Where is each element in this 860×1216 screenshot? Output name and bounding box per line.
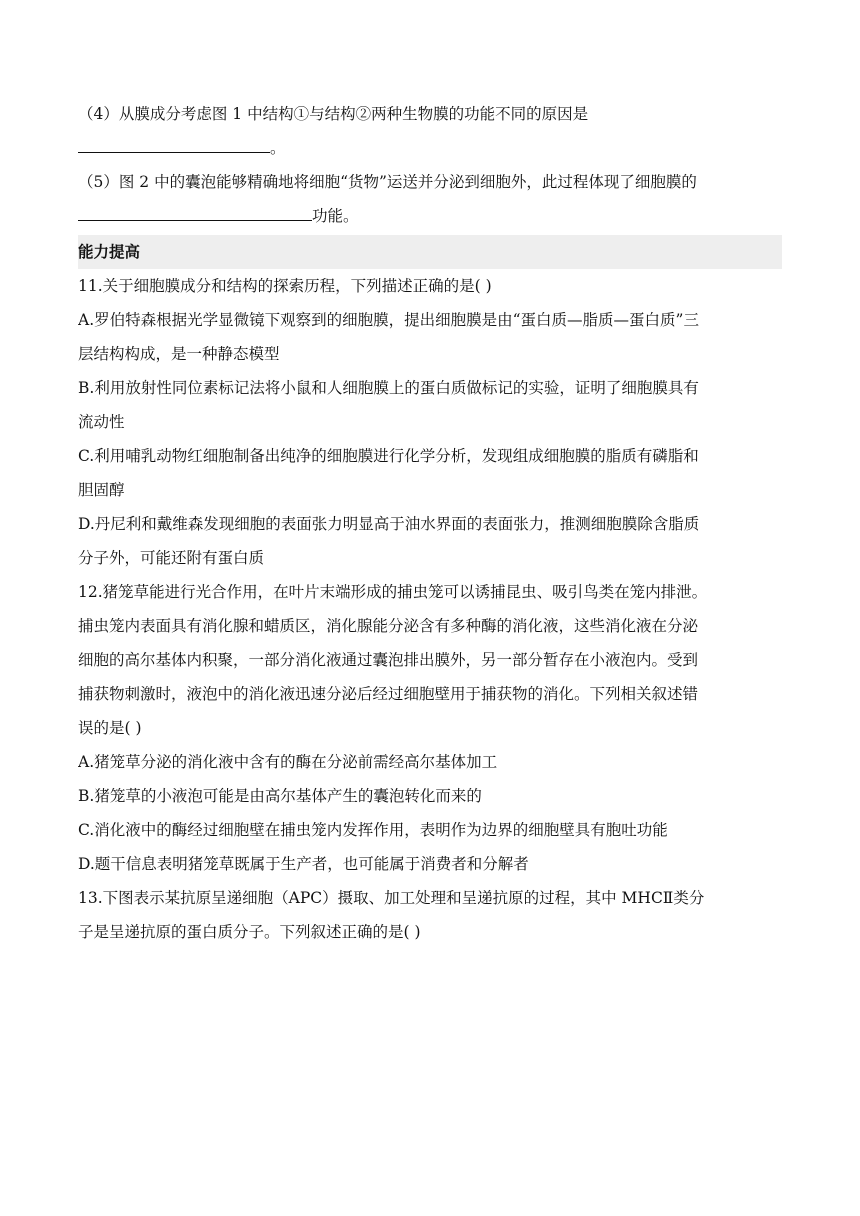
question-stem-cont: 误的是( ) [78,719,142,737]
question-stem: 11.关于细胞膜成分和结构的探索历程，下列描述正确的是( ) [78,277,492,295]
option-b: B.利用放射性同位素标记法将小鼠和人细胞膜上的蛋白质做标记的实验，证明了细胞膜具有 [78,379,699,397]
option-a: A.猪笼草分泌的消化液中含有的酶在分泌前需经高尔基体加工 [78,753,498,771]
question-stem-cont: 捕虫笼内表面具有消化腺和蜡质区，消化腺能分泌含有多种酶的消化液，这些消化液在分泌 [78,617,699,635]
q10-part5-line2 [78,199,782,233]
question-stem-cont: 捕获物刺激时，液泡中的消化液迅速分泌后经过细胞壁用于捕获物的消化。下列相关叙述错 [78,685,699,703]
q10-part5-line1: （5）图 2 中的囊泡能够精确地将细胞“货物”运送并分泌到细胞外，此过程体现了细胞膜的 [78,173,697,191]
option-c-cont: 胆固醇 [78,481,125,499]
question-stem: 13.下图表示某抗原呈递细胞（APC）摄取、加工处理和呈递抗原的过程，其中 MHCⅡ类分 [78,889,705,907]
option-a: A.罗伯特森根据光学显微镜下观察到的细胞膜，提出细胞膜是由“蛋白质—脂质—蛋白质”三 [78,311,699,329]
answer-blank[interactable] [78,132,270,153]
option-d-cont: 分子外，可能还附有蛋白质 [78,549,265,567]
question-11 [78,269,782,575]
q10-part4-line1: （4）从膜成分考虑图 1 中结构①与结构②两种生物膜的功能不同的原因是 [78,105,589,123]
option-d: D.题干信息表明猪笼草既属于生产者，也可能属于消费者和分解者 [78,855,529,873]
option-b: B.猪笼草的小液泡可能是由高尔基体产生的囊泡转化而来的 [78,787,482,805]
option-b-cont: 流动性 [78,413,125,431]
question-12 [78,575,782,881]
question-13 [78,881,782,949]
q10-part4-line2 [78,131,782,165]
section-heading: 能力提高 [78,235,782,269]
question-stem: 12.猪笼草能进行光合作用，在叶片末端形成的捕虫笼可以诱捕昆虫、吸引鸟类在笼内排泄。 [78,583,708,601]
answer-blank[interactable] [78,200,312,221]
option-a-cont: 层结构构成，是一种静态模型 [78,345,280,363]
option-d: D.丹尼利和戴维森发现细胞的表面张力明显高于油水界面的表面张力，推测细胞膜除含脂质 [78,515,700,533]
q10-part4-suffix: 。 [270,139,286,157]
question-stem-cont: 子是呈递抗原的蛋白质分子。下列叙述正确的是( ) [78,923,421,941]
option-c: C.消化液中的酶经过细胞壁在捕虫笼内发挥作用，表明作为边界的细胞壁具有胞吐功能 [78,821,668,839]
question-stem-cont: 细胞的高尔基体内积聚，一部分消化液通过囊泡排出膜外，另一部分暂存在小液泡内。受到 [78,651,699,669]
q10-part5-suffix: 功能。 [312,207,359,225]
document-page [78,97,782,949]
option-c: C.利用哺乳动物红细胞制备出纯净的细胞膜进行化学分析，发现组成细胞膜的脂质有磷脂和 [78,447,699,465]
